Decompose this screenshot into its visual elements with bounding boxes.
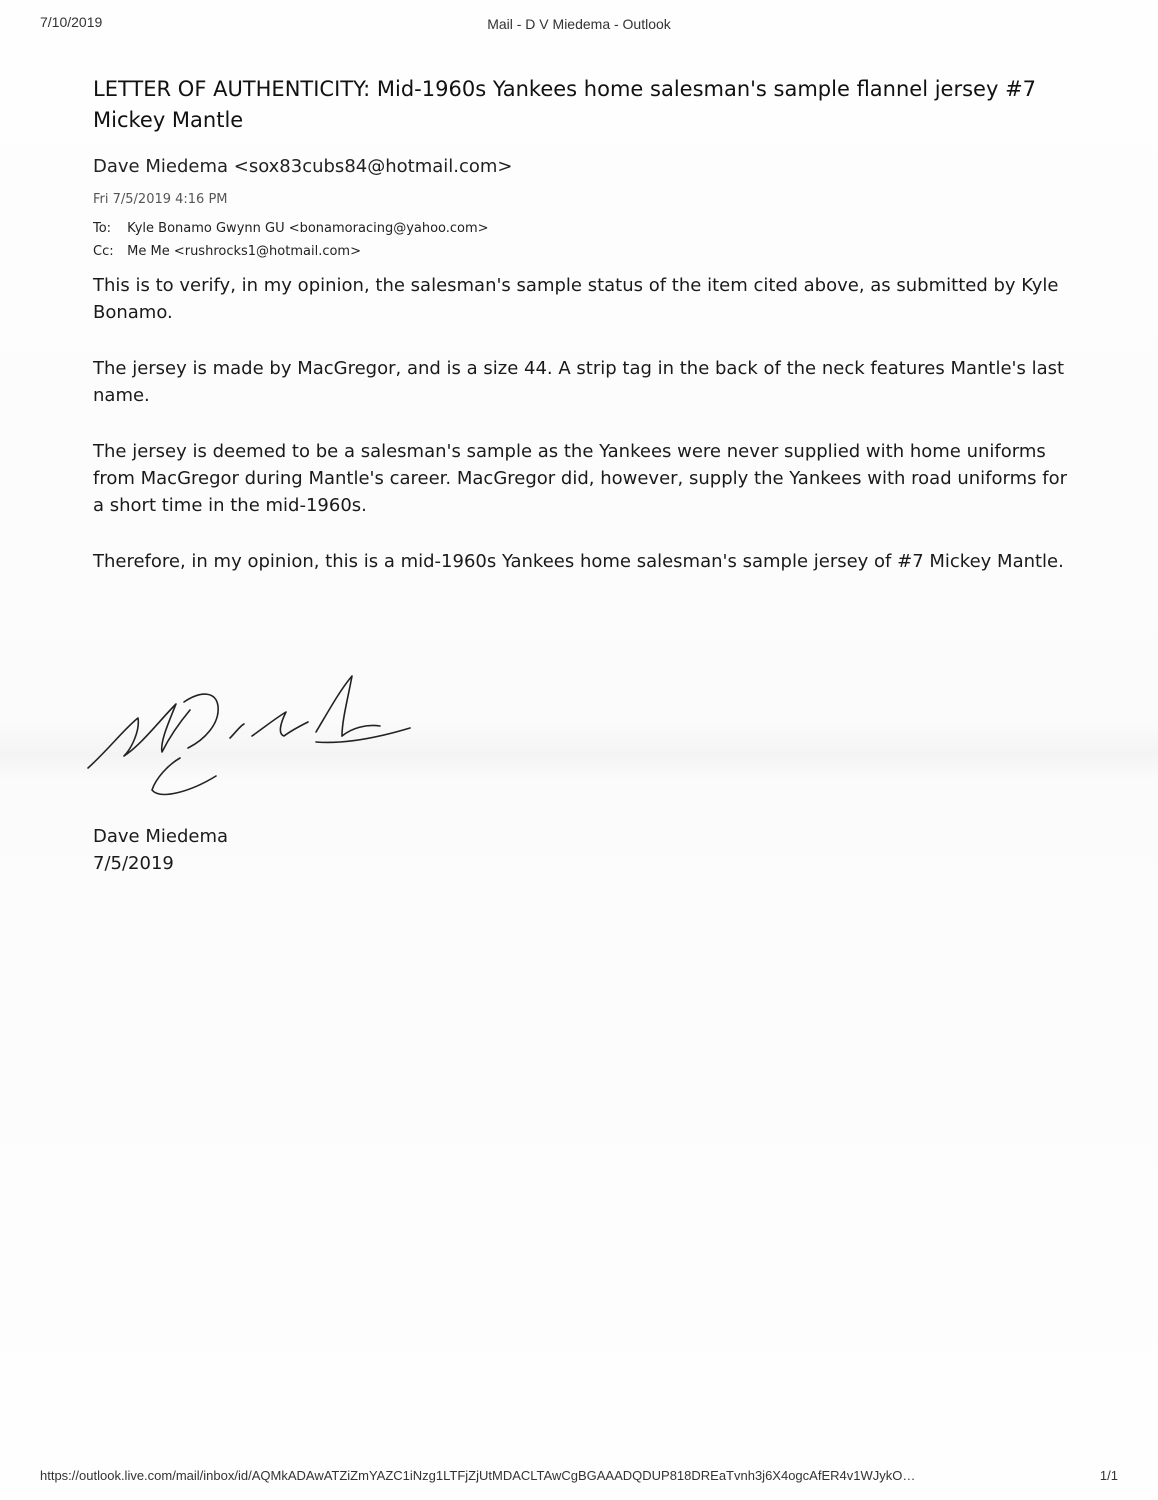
email-to-line xyxy=(93,221,489,236)
email-subject: LETTER OF AUTHENTICITY: Mid-1960s Yankees home salesman's sample flannel jersey #7 Mickey Mantle xyxy=(93,77,1037,132)
print-date: 7/10/2019 xyxy=(40,14,103,30)
print-title: Mail - D V Miedema - Outlook xyxy=(487,16,671,32)
email-sender: Dave Miedema <sox83cubs84@hotmail.com> xyxy=(93,156,513,177)
cc-label: Cc: xyxy=(93,244,114,259)
body-paragraph: This is to verify, in my opinion, the salesman's sample status of the item cited above, as submitted by Kyle Bonamo. xyxy=(93,275,1059,323)
email-cc: Me Me <rushrocks1@hotmail.com> xyxy=(127,244,361,259)
body-paragraph: The jersey is made by MacGregor, and is a size 44. A strip tag in the back of the neck features Mantle's last name. xyxy=(93,358,1065,406)
email-sent-date: Fri 7/5/2019 4:16 PM xyxy=(93,192,228,207)
body-paragraph: Therefore, in my opinion, this is a mid-1960s Yankees home salesman's sample jersey of #7 Mickey Mantle. xyxy=(93,551,1064,572)
print-url: https://outlook.live.com/mail/inbox/id/AQMkADAwATZiZmYAZC1iNzg1LTFjZjUtMDACLTAwCgBGAAADQDUP818DREaTvnh3j6X4ogcAfER4v1WJykO… xyxy=(40,1468,916,1483)
to-label: To: xyxy=(93,221,112,236)
page-number: 1/1 xyxy=(1099,1468,1118,1483)
handwritten-signature xyxy=(80,640,440,810)
signature-name: Dave Miedema xyxy=(93,826,229,847)
body-paragraph: The jersey is deemed to be a salesman's sample as the Yankees were never supplied with home uniforms from MacGregor during Mantle's career. MacGregor did, however, supply the Yankees with road uniforms for a short time in the mid-1960s. xyxy=(93,441,1067,516)
email-cc-line xyxy=(93,244,361,259)
signature-date: 7/5/2019 xyxy=(93,853,174,874)
email-to: Kyle Bonamo Gwynn GU <bonamoracing@yahoo.com> xyxy=(127,221,489,236)
